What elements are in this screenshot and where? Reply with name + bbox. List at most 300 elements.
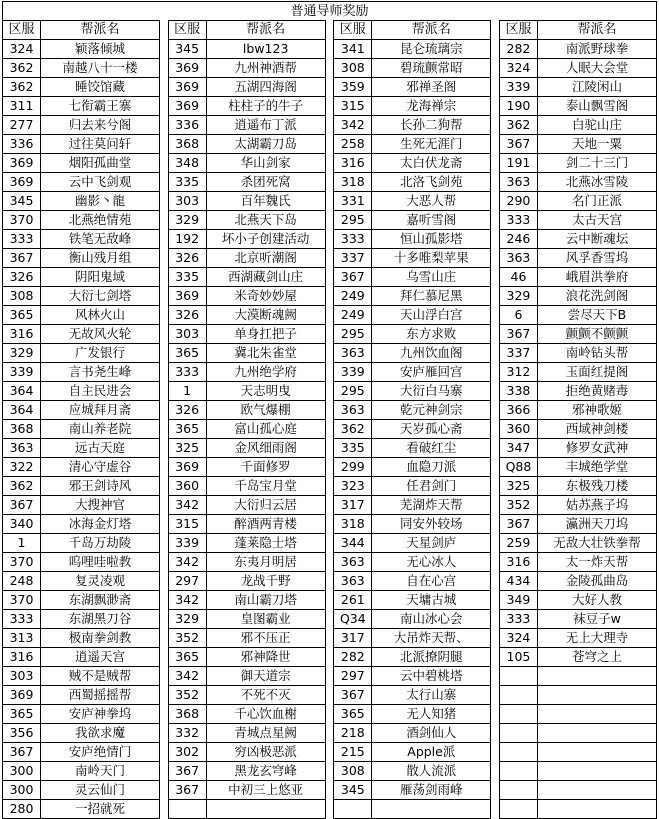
table-row	[3, 610, 160, 629]
server-id-cell: 295	[334, 382, 372, 401]
server-id-cell: 367	[168, 762, 206, 781]
server-id-cell: 336	[3, 135, 41, 154]
server-id-cell: 299	[334, 458, 372, 477]
guild-name-cell	[537, 724, 656, 743]
server-id-cell: 333	[168, 363, 206, 382]
table-row	[168, 553, 325, 572]
guild-name-cell	[537, 781, 656, 800]
guild-name-cell: 恒山孤影塔	[372, 230, 491, 249]
table-row	[334, 667, 491, 686]
server-id-cell: 326	[168, 306, 206, 325]
server-id-cell: 46	[499, 268, 537, 287]
server-id-cell: 369	[3, 173, 41, 192]
server-id-cell: 364	[3, 382, 41, 401]
server-id-cell: 316	[3, 648, 41, 667]
server-id-cell: 300	[3, 781, 41, 800]
server-id-cell: 282	[499, 40, 537, 59]
guild-name-cell: 烟阳孤曲堂	[41, 154, 160, 173]
server-id-cell: 337	[334, 249, 372, 268]
guild-name-cell: 人眠大会堂	[537, 59, 656, 78]
table-row	[168, 344, 325, 363]
guild-name-cell: 五湖四海阁	[206, 78, 325, 97]
guild-name-cell: 云中碧桃塔	[372, 667, 491, 686]
server-id-cell: 362	[3, 59, 41, 78]
table-row	[334, 363, 491, 382]
guild-name-cell: 百年魏氏	[206, 192, 325, 211]
guild-name-cell: 自在心宫	[372, 572, 491, 591]
server-id-cell: 363	[3, 439, 41, 458]
server-id-cell: 297	[168, 572, 206, 591]
server-id-cell: 322	[3, 458, 41, 477]
table-row	[168, 97, 325, 116]
table-row	[499, 724, 656, 743]
server-id-cell: 367	[168, 781, 206, 800]
table-row	[499, 800, 656, 819]
server-id-cell: 352	[499, 496, 537, 515]
guild-name-cell: 富山孤心庭	[206, 420, 325, 439]
table-row	[334, 496, 491, 515]
table-row	[3, 458, 160, 477]
guild-name-cell: 西域神剑楼	[537, 420, 656, 439]
server-id-cell: 316	[499, 553, 537, 572]
guild-name-cell: 云中断魂坛	[537, 230, 656, 249]
table-row	[499, 477, 656, 496]
table-row	[3, 135, 160, 154]
table-row	[499, 420, 656, 439]
server-id-cell: Q88	[499, 458, 537, 477]
guild-name-cell: 任君剑门	[372, 477, 491, 496]
table-row	[499, 192, 656, 211]
guild-name-cell: 雁荡剑雨峰	[372, 781, 491, 800]
guild-name-cell: 醉酒两青楼	[206, 515, 325, 534]
guild-name-cell: 袜豆子w	[537, 610, 656, 629]
guild-table-block-4	[499, 20, 657, 819]
table-row	[168, 439, 325, 458]
server-id-cell: 323	[334, 477, 372, 496]
guild-name-cell: 南山养老院	[41, 420, 160, 439]
table-row	[168, 382, 325, 401]
guild-name-cell	[537, 705, 656, 724]
guild-name-cell: 龙战千野	[206, 572, 325, 591]
table-row	[3, 439, 160, 458]
guild-name-cell: 千面修罗	[206, 458, 325, 477]
server-id-cell: 349	[499, 591, 537, 610]
guild-name-cell: 邪神歌姬	[537, 401, 656, 420]
server-id-cell: 342	[168, 553, 206, 572]
server-id-cell: 261	[334, 591, 372, 610]
guild-name-cell: Apple派	[372, 743, 491, 762]
guild-table-block-2	[168, 20, 326, 819]
guild-name-cell: 邪王剑诗风	[41, 477, 160, 496]
table-row	[334, 306, 491, 325]
guild-name-cell	[206, 800, 325, 819]
guild-name-cell: 拒绝黄赌毒	[537, 382, 656, 401]
server-id-cell: 312	[499, 363, 537, 382]
server-id-cell: 190	[499, 97, 537, 116]
table-row	[168, 610, 325, 629]
server-id-cell	[499, 743, 537, 762]
table-row	[168, 40, 325, 59]
server-id-cell: 315	[168, 515, 206, 534]
guild-name-cell: 天地一粟	[537, 135, 656, 154]
table-row	[334, 211, 491, 230]
server-id-cell: 367	[3, 743, 41, 762]
server-id-cell: 342	[334, 116, 372, 135]
guild-name-cell: 乌雪山庄	[372, 268, 491, 287]
server-id-cell: 341	[334, 40, 372, 59]
table-row	[334, 135, 491, 154]
guild-name-cell: 北京听潮阁	[206, 249, 325, 268]
guild-name-cell: 归去来兮阁	[41, 116, 160, 135]
guild-name-cell: 单身扛把子	[206, 325, 325, 344]
server-id-cell: 344	[334, 534, 372, 553]
table-row	[499, 268, 656, 287]
server-id-cell: 326	[168, 401, 206, 420]
guild-name-cell: 天岁孤心斋	[372, 420, 491, 439]
server-id-cell	[499, 800, 537, 819]
server-id-cell: 336	[168, 116, 206, 135]
guild-name-cell: 浪花洗剑阁	[537, 287, 656, 306]
server-id-cell: 246	[499, 230, 537, 249]
guild-name-cell: 冀北朱雀堂	[206, 344, 325, 363]
table-row	[499, 230, 656, 249]
guild-name-cell: 南岭天门	[41, 762, 160, 781]
table-row	[3, 306, 160, 325]
table-row	[334, 591, 491, 610]
guild-name-cell: 东方求败	[372, 325, 491, 344]
server-id-cell: 362	[3, 477, 41, 496]
guild-name-cell: 复灵凌观	[41, 572, 160, 591]
server-id-cell: 369	[168, 458, 206, 477]
server-id-cell: 277	[3, 116, 41, 135]
table-row	[334, 572, 491, 591]
table-row	[334, 477, 491, 496]
guild-name-cell	[537, 667, 656, 686]
guild-name-cell: 丰城绝学堂	[537, 458, 656, 477]
guild-name-cell: 天志明曳	[206, 382, 325, 401]
table-row	[334, 325, 491, 344]
table-row	[168, 135, 325, 154]
guild-name-cell: 皇图霸业	[206, 610, 325, 629]
server-id-cell: 370	[3, 211, 41, 230]
table-row	[334, 192, 491, 211]
guild-name-cell: 黑龙玄穹峰	[206, 762, 325, 781]
table-row	[499, 173, 656, 192]
guild-name-cell: 应城拜月斋	[41, 401, 160, 420]
table-row	[334, 458, 491, 477]
server-column-header: 区服	[3, 21, 41, 40]
guild-name-cell: 大搜神官	[41, 496, 160, 515]
guild-name-cell: 太行山寨	[372, 686, 491, 705]
server-id-cell: 308	[3, 287, 41, 306]
guild-name-cell: 大衍归云居	[206, 496, 325, 515]
server-id-cell: 317	[334, 496, 372, 515]
table-row	[334, 800, 491, 819]
guild-name-cell: 坏小子创建活动	[206, 230, 325, 249]
guild-name-cell: 看破红尘	[372, 439, 491, 458]
guild-name-cell: 安庐雁回宫	[372, 363, 491, 382]
server-id-cell: 345	[168, 40, 206, 59]
table-row	[168, 59, 325, 78]
guild-name-cell: 乾元神剑宗	[372, 401, 491, 420]
server-id-cell: 311	[3, 97, 41, 116]
server-id-cell: 352	[168, 686, 206, 705]
guild-name-cell: 无人知猪	[372, 705, 491, 724]
guild-name-cell: 东湖黑刀谷	[41, 610, 160, 629]
server-id-cell: 434	[499, 572, 537, 591]
server-id-cell: 362	[3, 78, 41, 97]
table-row	[168, 458, 325, 477]
guild-name-cell: 千心饮血榭	[206, 705, 325, 724]
table-row	[334, 78, 491, 97]
guild-name-cell: 过往莫问轩	[41, 135, 160, 154]
guild-name-cell: 米奇妙妙屋	[206, 287, 325, 306]
table-row	[168, 268, 325, 287]
guild-name-cell: 呜哩哇啦教	[41, 553, 160, 572]
server-id-cell: 367	[499, 325, 537, 344]
guild-name-cell: 不死不灭	[206, 686, 325, 705]
guild-name-cell: 贼不是贼帮	[41, 667, 160, 686]
server-id-cell: 342	[168, 667, 206, 686]
server-id-cell: 365	[168, 420, 206, 439]
guild-name-cell: 东夷月明居	[206, 553, 325, 572]
server-id-cell: 363	[334, 401, 372, 420]
table-row	[168, 667, 325, 686]
guild-name-cell: 一招就死	[41, 800, 160, 819]
server-id-cell: 326	[3, 268, 41, 287]
table-row	[168, 401, 325, 420]
server-id-cell: 363	[499, 249, 537, 268]
table-row	[3, 743, 160, 762]
table-row	[499, 534, 656, 553]
server-id-cell: 105	[499, 648, 537, 667]
guild-name-cell: 龙海禅宗	[372, 97, 491, 116]
server-id-cell: 218	[334, 724, 372, 743]
table-row	[168, 287, 325, 306]
table-row	[499, 610, 656, 629]
server-id-cell: 366	[499, 401, 537, 420]
guild-name-cell	[372, 800, 491, 819]
table-row	[3, 97, 160, 116]
table-row	[334, 629, 491, 648]
server-id-cell: 315	[334, 97, 372, 116]
server-id-cell: 297	[334, 667, 372, 686]
table-row	[168, 249, 325, 268]
guild-name-cell: 九州饮血阁	[372, 344, 491, 363]
server-id-cell: 367	[3, 496, 41, 515]
server-id-cell: 249	[334, 306, 372, 325]
server-id-cell: 280	[3, 800, 41, 819]
server-id-cell: 360	[499, 420, 537, 439]
server-id-cell: 295	[334, 211, 372, 230]
table-row	[499, 515, 656, 534]
table-row	[499, 344, 656, 363]
header-row	[499, 21, 656, 40]
server-id-cell: 329	[499, 287, 537, 306]
table-row	[334, 249, 491, 268]
table-row	[3, 686, 160, 705]
table-row	[3, 534, 160, 553]
guild-name-cell: 灵云仙门	[41, 781, 160, 800]
server-id-cell: 282	[334, 648, 372, 667]
table-row	[499, 382, 656, 401]
server-id-cell: 368	[168, 705, 206, 724]
server-id-cell: 249	[334, 287, 372, 306]
guild-name-cell: 泰山飘雪阁	[537, 97, 656, 116]
guild-name-cell: 风孚香雪坞	[537, 249, 656, 268]
server-id-cell: 370	[3, 591, 41, 610]
server-id-cell: 347	[499, 439, 537, 458]
table-row	[3, 629, 160, 648]
guild-name-cell: 逍遥布丁派	[206, 116, 325, 135]
guild-name-cell: 散人流派	[372, 762, 491, 781]
server-id-cell: 329	[168, 610, 206, 629]
guild-name-cell: 太古天宫	[537, 211, 656, 230]
guild-name-cell: 南岭钻头帮	[537, 344, 656, 363]
guild-name-cell: 江陵闲山	[537, 78, 656, 97]
server-id-cell: 365	[168, 344, 206, 363]
table-row	[499, 97, 656, 116]
table-row	[168, 572, 325, 591]
server-id-cell: 325	[499, 477, 537, 496]
guild-name-cell: 穷凶极恶派	[206, 743, 325, 762]
table-row	[499, 439, 656, 458]
guild-name-cell: 南山冰心会	[372, 610, 491, 629]
table-row	[168, 306, 325, 325]
guild-name-cell: 血隐刀派	[372, 458, 491, 477]
table-row	[334, 743, 491, 762]
server-id-cell: 339	[334, 363, 372, 382]
table-row	[168, 230, 325, 249]
guild-name-cell	[537, 743, 656, 762]
table-row	[3, 477, 160, 496]
header-row	[3, 21, 160, 40]
server-id-cell: 365	[3, 306, 41, 325]
table-row	[168, 724, 325, 743]
table-row	[334, 705, 491, 724]
server-id-cell: 333	[334, 230, 372, 249]
table-row	[168, 192, 325, 211]
table-row	[168, 762, 325, 781]
server-id-cell: 316	[334, 154, 372, 173]
server-id-cell: 302	[168, 743, 206, 762]
guild-table-block-1	[2, 20, 160, 819]
guild-name-cell: 天墉古城	[372, 591, 491, 610]
guild-name-cell: 衡山残月组	[41, 249, 160, 268]
table-row	[334, 154, 491, 173]
server-id-cell: 363	[334, 553, 372, 572]
table-row	[499, 40, 656, 59]
table-row	[334, 97, 491, 116]
table-row	[499, 306, 656, 325]
table-row	[3, 420, 160, 439]
guild-name-cell: 北派撩阴腿	[372, 648, 491, 667]
table-row	[3, 154, 160, 173]
server-id-cell: 192	[168, 230, 206, 249]
server-id-cell: 324	[499, 629, 537, 648]
table-row	[334, 686, 491, 705]
guild-name-cell: 广发银行	[41, 344, 160, 363]
table-row	[3, 572, 160, 591]
guild-name-cell: 大吊炸天帮、	[372, 629, 491, 648]
table-row	[3, 591, 160, 610]
server-id-cell: 363	[499, 173, 537, 192]
guild-name-cell: 九州绝学府	[206, 363, 325, 382]
table-row	[499, 363, 656, 382]
table-row	[499, 686, 656, 705]
server-id-cell: 258	[334, 135, 372, 154]
server-id-cell: 313	[3, 629, 41, 648]
guild-name-cell: 白驼山庄	[537, 116, 656, 135]
server-id-cell: 337	[499, 344, 537, 363]
guild-name-cell: 芜湖炸天帮	[372, 496, 491, 515]
guild-name-cell: 冰海金灯塔	[41, 515, 160, 534]
table-row	[168, 173, 325, 192]
table-row	[168, 648, 325, 667]
table-row	[168, 686, 325, 705]
header-row	[334, 21, 491, 40]
server-id-cell: 308	[334, 59, 372, 78]
table-row	[3, 249, 160, 268]
table-row	[499, 762, 656, 781]
table-row	[499, 78, 656, 97]
table-row	[499, 458, 656, 477]
server-id-cell: 367	[499, 135, 537, 154]
guild-name-cell: 天星剑庐	[372, 534, 491, 553]
table-row	[168, 515, 325, 534]
table-row	[168, 781, 325, 800]
guild-name-cell: 西湖藏剑山庄	[206, 268, 325, 287]
server-id-cell: 317	[334, 629, 372, 648]
server-id-cell: 259	[499, 534, 537, 553]
table-row	[3, 781, 160, 800]
server-id-cell	[168, 800, 206, 819]
table-row	[334, 116, 491, 135]
guild-name-cell: 尝尽天下B	[537, 306, 656, 325]
guild-name-cell: 瀛洲天刀坞	[537, 515, 656, 534]
server-id-cell: 1	[3, 534, 41, 553]
server-id-cell: 325	[168, 439, 206, 458]
guild-name-cell: 无上大理寺	[537, 629, 656, 648]
server-id-cell: 324	[499, 59, 537, 78]
table-row	[3, 515, 160, 534]
guild-name-cell: 青城点星阙	[206, 724, 325, 743]
table-row	[3, 78, 160, 97]
guild-name-cell: 阴阳鬼域	[41, 268, 160, 287]
guild-name-cell: 我欲求魔	[41, 724, 160, 743]
server-id-cell: 248	[3, 572, 41, 591]
table-row	[499, 401, 656, 420]
table-row	[334, 553, 491, 572]
server-id-cell: 368	[3, 420, 41, 439]
guild-name-cell: 东极残刀楼	[537, 477, 656, 496]
table-row	[3, 648, 160, 667]
header-row	[168, 21, 325, 40]
server-id-cell: 338	[499, 382, 537, 401]
guild-name-cell: 无故风火轮	[41, 325, 160, 344]
table-row	[168, 420, 325, 439]
table-row	[499, 572, 656, 591]
server-id-cell: 333	[499, 211, 537, 230]
server-id-cell: 369	[168, 287, 206, 306]
guild-name-cell: 御天道宗	[206, 667, 325, 686]
sheet-title: 普通导师奖励	[2, 1, 657, 20]
table-row	[3, 344, 160, 363]
guild-name-cell	[537, 762, 656, 781]
server-id-cell: 6	[499, 306, 537, 325]
table-row	[168, 800, 325, 819]
server-id-cell: 303	[168, 325, 206, 344]
